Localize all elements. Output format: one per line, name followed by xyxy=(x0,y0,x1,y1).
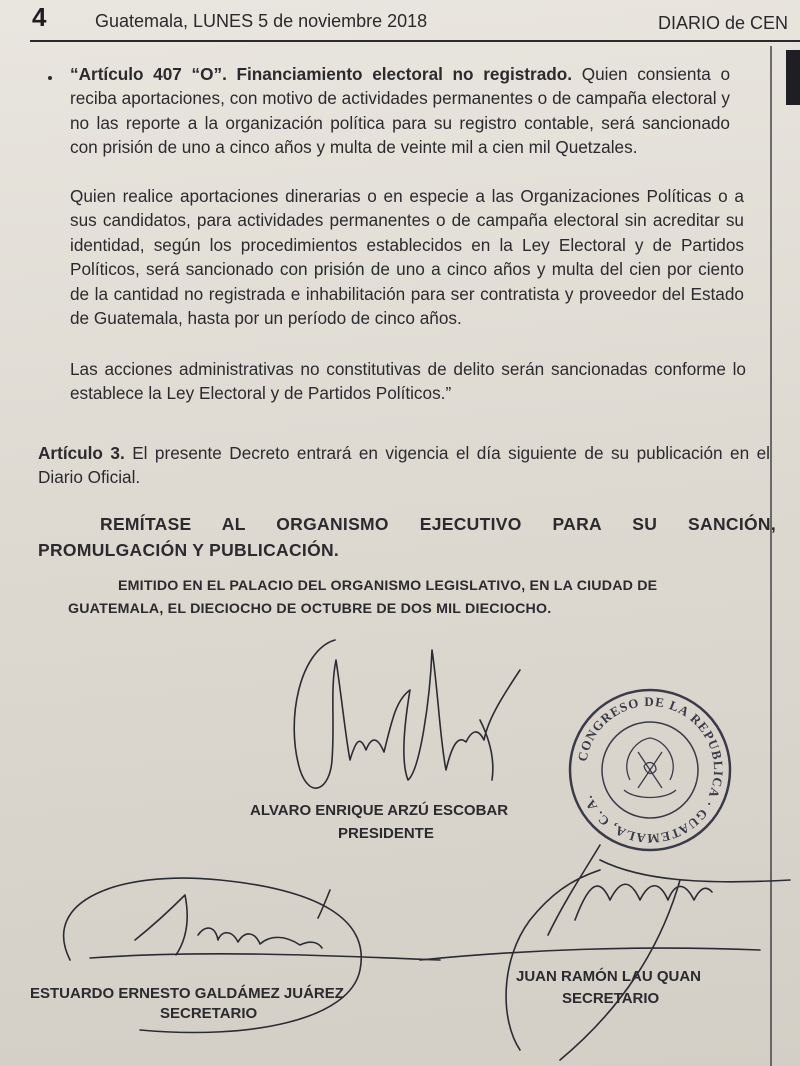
secretary-2-role: SECRETARIO xyxy=(562,990,660,1007)
secretary-1-name: ESTUARDO ERNESTO GALDÁMEZ JUÁREZ xyxy=(30,985,344,1002)
header-divider xyxy=(30,40,800,42)
seal-text: CONGRESO DE LA REPUBLICA · GUATEMALA, C. A. xyxy=(574,693,727,847)
coat-of-arms-icon xyxy=(624,738,676,798)
article-407-paragraph-1 xyxy=(70,62,730,160)
header-date: Guatemala, LUNES 5 de noviembre 2018 xyxy=(95,11,428,31)
article-3-paragraph xyxy=(38,441,770,490)
secretary-2-signature xyxy=(420,845,790,1060)
article-407-paragraph-2: Quien realice aportaciones dinerarias o en especie a las Organizaciones Políticas o a sus candidatos, para actividades permanentes o de campaña electoral sin acreditar su identidad, según los procedimientos establecidos en la Ley Electoral y de Partidos Políticos, será sancionado con prisión de uno a cinco años y multa del cien por ciento de la cantidad no registrada e inhabilitación para ser contratista y proveedor del Estado de Guatemala, hasta por un período de cinco años. xyxy=(70,186,744,329)
article-407-paragraph-3: Las acciones administrativas no constitutivas de delito serán sancionadas conforme lo establece la Ley Electoral y de Partidos Políticos.” xyxy=(70,359,746,404)
page-header xyxy=(0,0,800,46)
article-407-text-1: Quien consienta o reciba aportaciones, con motivo de actividades permanentes o de campaña electoral y no las reporte a la organización política para su registro contable, será sancionado con prisión de uno a cinco años y multa de veinte mil a cien mil Quetzales. xyxy=(70,64,731,158)
page-number: 4 xyxy=(32,2,47,32)
president-signature xyxy=(294,640,520,788)
president-name: ALVARO ENRIQUE ARZÚ ESCOBAR xyxy=(250,802,509,819)
article-407-heading: “Artículo 407 “O”. Financiamiento electoral no registrado. xyxy=(70,64,573,84)
bullet-dot xyxy=(48,76,52,80)
secretary-2-name: JUAN RAMÓN LAU QUAN xyxy=(516,968,701,985)
publication-name: DIARIO de CEN xyxy=(658,13,789,33)
president-role: PRESIDENTE xyxy=(338,825,434,842)
remitase-statement: REMÍTASE AL ORGANISMO EJECUTIVO PARA SU SANCIÓN, PROMULGACIÓN Y PUBLICACIÓN. xyxy=(38,514,776,560)
emitido-statement: EMITIDO EN EL PALACIO DEL ORGANISMO LEGISLATIVO, EN LA CIUDAD DE GUATEMALA, EL DIECIOCHO DE OCTUBRE DE DOS MIL DIECIOCHO. xyxy=(68,578,658,617)
article-3-heading: Artículo 3. xyxy=(38,443,125,463)
secretary-1-role: SECRETARIO xyxy=(160,1005,258,1022)
article-3-text: El presente Decreto entrará en vigencia el día siguiente de su publicación en el Diario Oficial. xyxy=(38,443,770,488)
congress-seal xyxy=(560,680,740,860)
adjacent-column-block xyxy=(786,50,800,105)
